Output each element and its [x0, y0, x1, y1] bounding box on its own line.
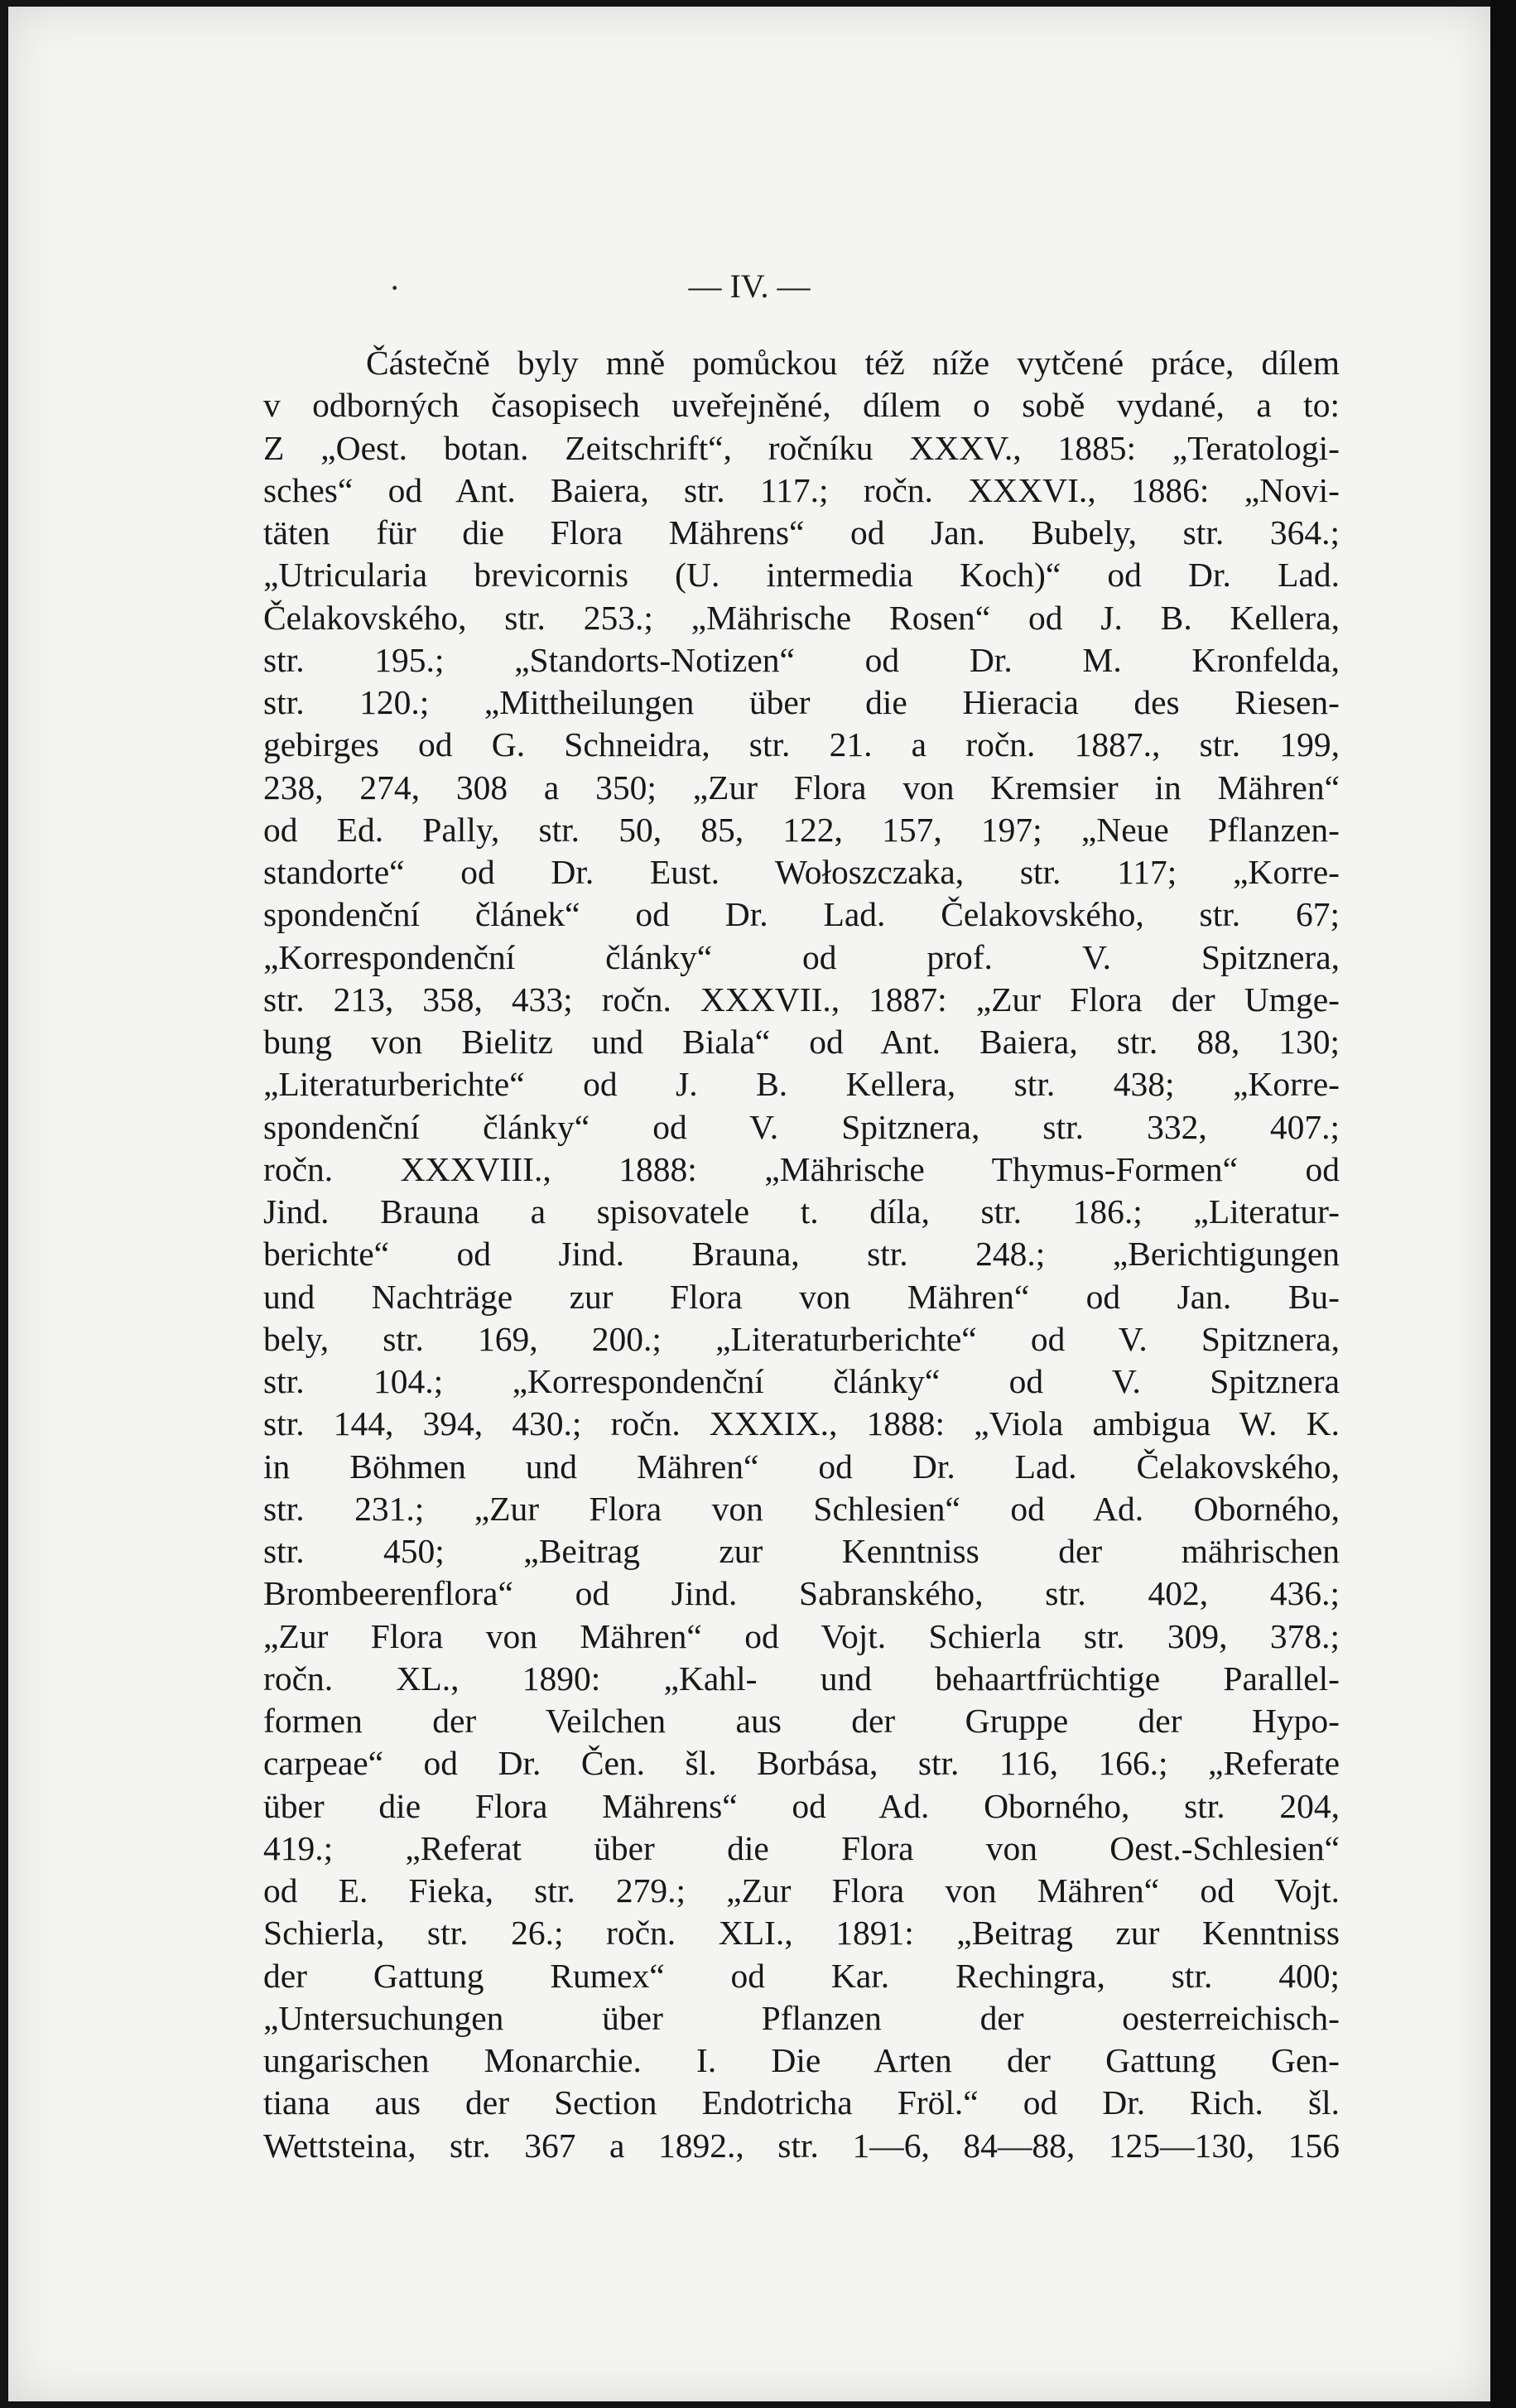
text-line: „Literaturberichte“ od J. B. Kellera, str. 438; „Korre- — [263, 1065, 1340, 1104]
text-line: standorte“ od Dr. Eust. Wołoszczaka, str. 117; „Korre- — [263, 853, 1340, 891]
text-line: str. 144, 394, 430.; ročn. XXXIX., 1888: „Viola ambigua W. K. — [263, 1404, 1340, 1443]
text-line: str. 120.; „Mittheilungen über die Hieracia des Riesen- — [263, 683, 1340, 721]
text-line: od E. Fieka, str. 279.; „Zur Flora von Mähren“ od Vojt. — [263, 1871, 1340, 1910]
text-line: Wettsteina, str. 367 a 1892., str. 1—6, 84—88, 125—130, 156 — [263, 2126, 1340, 2165]
text-line: über die Flora Mährens“ od Ad. Oborného, str. 204, — [263, 1786, 1340, 1825]
text-line: formen der Veilchen aus der Gruppe der Hypo- — [263, 1702, 1340, 1740]
text-line: v odborných časopisech uveřejněné, dílem o sobě vydané, a to: — [263, 386, 1340, 425]
text-line: bung von Bielitz und Biala“ od Ant. Baiera, str. 88, 130; — [263, 1023, 1340, 1061]
text-line: „Utricularia brevicornis (U. intermedia Koch)“ od Dr. Lad. — [263, 556, 1340, 595]
text-line: berichte“ od Jind. Brauna, str. 248.; „Berichtigungen — [263, 1235, 1340, 1274]
text-line: bely, str. 169, 200.; „Literaturberichte“ od V. Spitznera, — [263, 1319, 1340, 1358]
text-line: spondenční články“ od V. Spitznera, str. 332, 407.; — [263, 1107, 1340, 1146]
text-line: 419.; „Referat über die Flora von Oest.-Schlesien“ — [263, 1828, 1340, 1867]
text-line: od Ed. Pally, str. 50, 85, 122, 157, 197; „Neue Pflanzen- — [263, 810, 1340, 849]
text-line: str. 450; „Beitrag zur Kenntniss der mährischen — [263, 1532, 1340, 1570]
text-line: Částečně byly mně pomůckou též níže vytčené práce, dílem — [366, 344, 1340, 382]
text-line: gebirges od G. Schneidra, str. 21. a ročn. 1887., str. 199, — [263, 725, 1340, 764]
scan-edge — [1490, 0, 1516, 2408]
text-line: täten für die Flora Mährens“ od Jan. Bubely, str. 364.; — [263, 513, 1340, 551]
text-line: Jind. Brauna a spisovatele t. díla, str. 186.; „Literatur- — [263, 1192, 1340, 1230]
text-line: sches“ od Ant. Baiera, str. 117.; ročn. XXXVI., 1886: „Novi- — [263, 470, 1340, 509]
page-number-header: — IV. — — [688, 267, 811, 305]
text-line: tiana aus der Section Endotricha Fröl.“ od Dr. Rich. šl. — [263, 2083, 1340, 2122]
text-line: str. 231.; „Zur Flora von Schlesien“ od Ad. Oborného, — [263, 1489, 1340, 1528]
text-line: „Korrespondenční články“ od prof. V. Spitznera, — [263, 937, 1340, 976]
text-line: carpeae“ od Dr. Čen. šl. Borbása, str. 116, 166.; „Referate — [263, 1744, 1340, 1783]
text-line: Brombeerenflora“ od Jind. Sabranského, str. 402, 436.; — [263, 1574, 1340, 1613]
text-line: 238, 274, 308 a 350; „Zur Flora von Kremsier in Mähren“ — [263, 768, 1340, 807]
page-sheet — [8, 7, 1490, 2401]
text-line: ungarischen Monarchie. I. Die Arten der Gattung Gen- — [263, 2041, 1340, 2079]
text-line: Z „Oest. botan. Zeitschrift“, ročníku XXXV., 1885: „Teratologi- — [263, 428, 1340, 467]
text-line: str. 104.; „Korrespondenční články“ od V. Spitznera — [263, 1362, 1340, 1400]
text-line: str. 195.; „Standorts-Notizen“ od Dr. M. Kronfelda, — [263, 640, 1340, 679]
text-line: „Untersuchungen über Pflanzen der oesterreichisch- — [263, 1998, 1340, 2037]
text-line: Čelakovského, str. 253.; „Mährische Rosen“ od J. B. Kellera, — [263, 598, 1340, 637]
text-line: und Nachträge zur Flora von Mähren“ od Jan. Bu- — [263, 1277, 1340, 1316]
text-line: ročn. XXXVIII., 1888: „Mährische Thymus-Formen“ od — [263, 1149, 1340, 1188]
text-line: Schierla, str. 26.; ročn. XLI., 1891: „Beitrag zur Kenntniss — [263, 1914, 1340, 1953]
text-line: der Gattung Rumex“ od Kar. Rechingra, str. 400; — [263, 1956, 1340, 1995]
text-line: ročn. XL., 1890: „Kahl- und behaartfrüchtige Parallel- — [263, 1659, 1340, 1698]
stray-dot: · — [389, 269, 401, 306]
text-line: „Zur Flora von Mähren“ od Vojt. Schierla str. 309, 378.; — [263, 1616, 1340, 1655]
text-line: in Böhmen und Mähren“ od Dr. Lad. Čelakovského, — [263, 1447, 1340, 1486]
text-line: str. 213, 358, 433; ročn. XXXVII., 1887: „Zur Flora der Umge- — [263, 980, 1340, 1019]
text-line: spondenční článek“ od Dr. Lad. Čelakovského, str. 67; — [263, 895, 1340, 934]
body-text — [263, 342, 1340, 2167]
